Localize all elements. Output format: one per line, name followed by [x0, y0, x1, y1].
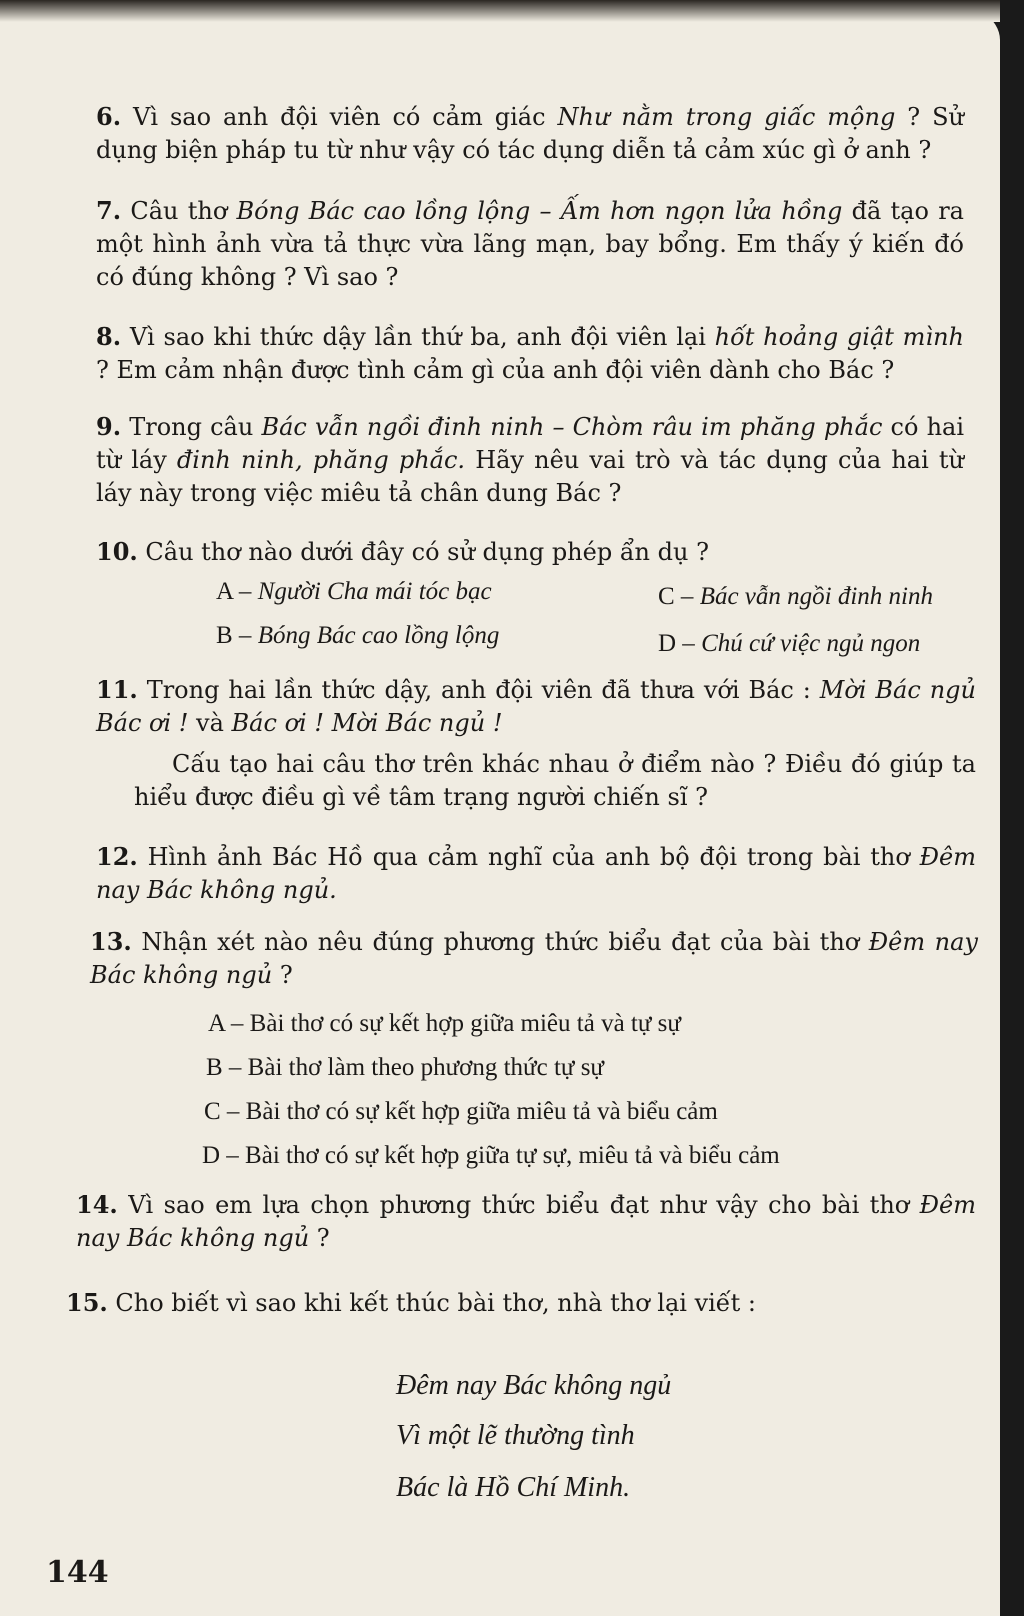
page-number: 144 — [46, 1555, 109, 1590]
q10-option-d: D – Chú cứ việc ngủ ngon — [658, 630, 921, 657]
q13-option-d: D – Bài thơ có sự kết hợp giữa tự sự, miêu tả và biểu cảm — [202, 1142, 780, 1169]
question-9: 9. Trong câu Bác vẫn ngồi đinh ninh – Chòm râu im phăng phắc có hai từ láy đinh ninh, phăng phắc. Hãy nêu vai trò và tác dụng của hai từ láy này trong việc miêu tả chân dung Bác ? — [96, 412, 965, 507]
q10-option-a: A – Người Cha mái tóc bạc — [216, 578, 492, 605]
verse-line-3: Bác là Hồ Chí Minh. — [396, 1472, 631, 1503]
question-7: 7. Câu thơ Bóng Bác cao lồng lộng – Ấm hơn ngọn lửa hồng đã tạo ra một hình ảnh vừa tả thực vừa lãng mạn, bay bổng. Em thấy ý kiến đó có đúng không ? Vì sao ? — [96, 196, 964, 291]
question-6: 6. Vì sao anh đội viên có cảm giác Như nằm trong giấc mộng ? Sử dụng biện pháp tu từ như vậy có tác dụng diễn tả cảm xúc gì ở anh ? — [96, 102, 964, 164]
question-15: 15. Cho biết vì sao khi kết thúc bài thơ, nhà thơ lại viết : — [66, 1288, 756, 1317]
question-13: 13. Nhận xét nào nêu đúng phương thức biểu đạt của bài thơ Đêm nay Bác không ngủ ? — [90, 927, 978, 989]
question-14: 14. Vì sao em lựa chọn phương thức biểu đạt như vậy cho bài thơ Đêm nay Bác không ngủ ? — [76, 1190, 976, 1252]
verse-line-2: Vì một lẽ thường tình — [396, 1420, 635, 1451]
question-8: 8. Vì sao khi thức dậy lần thứ ba, anh đội viên lại hốt hoảng giật mình ? Em cảm nhận được tình cảm gì của anh đội viên dành cho Bác ? — [96, 322, 964, 384]
question-11-paragraph: Cấu tạo hai câu thơ trên khác nhau ở điểm nào ? Điều đó giúp ta hiểu được điều gì về tâm trạng người chiến sĩ ? — [134, 750, 976, 811]
q10-option-b: B – Bóng Bác cao lồng lộng — [216, 622, 500, 649]
question-11: 11. Trong hai lần thức dậy, anh đội viên đã thưa với Bác : Mời Bác ngủ Bác ơi ! và Bác ơi ! Mời Bác ngủ ! — [96, 675, 976, 737]
q10-option-c: C – Bác vẫn ngồi đinh ninh — [658, 583, 933, 610]
verse-line-1: Đêm nay Bác không ngủ — [396, 1370, 672, 1401]
question-12: 12. Hình ảnh Bác Hồ qua cảm nghĩ của anh bộ đội trong bài thơ Đêm nay Bác không ngủ. — [96, 842, 976, 904]
q13-option-c: C – Bài thơ có sự kết hợp giữa miêu tả và biểu cảm — [204, 1098, 718, 1125]
q13-option-b: B – Bài thơ làm theo phương thức tự sự — [206, 1054, 604, 1081]
question-10: 10. Câu thơ nào dưới đây có sử dụng phép ẩn dụ ? — [96, 537, 709, 566]
q13-option-a: A – Bài thơ có sự kết hợp giữa miêu tả và tự sự — [208, 1010, 681, 1037]
